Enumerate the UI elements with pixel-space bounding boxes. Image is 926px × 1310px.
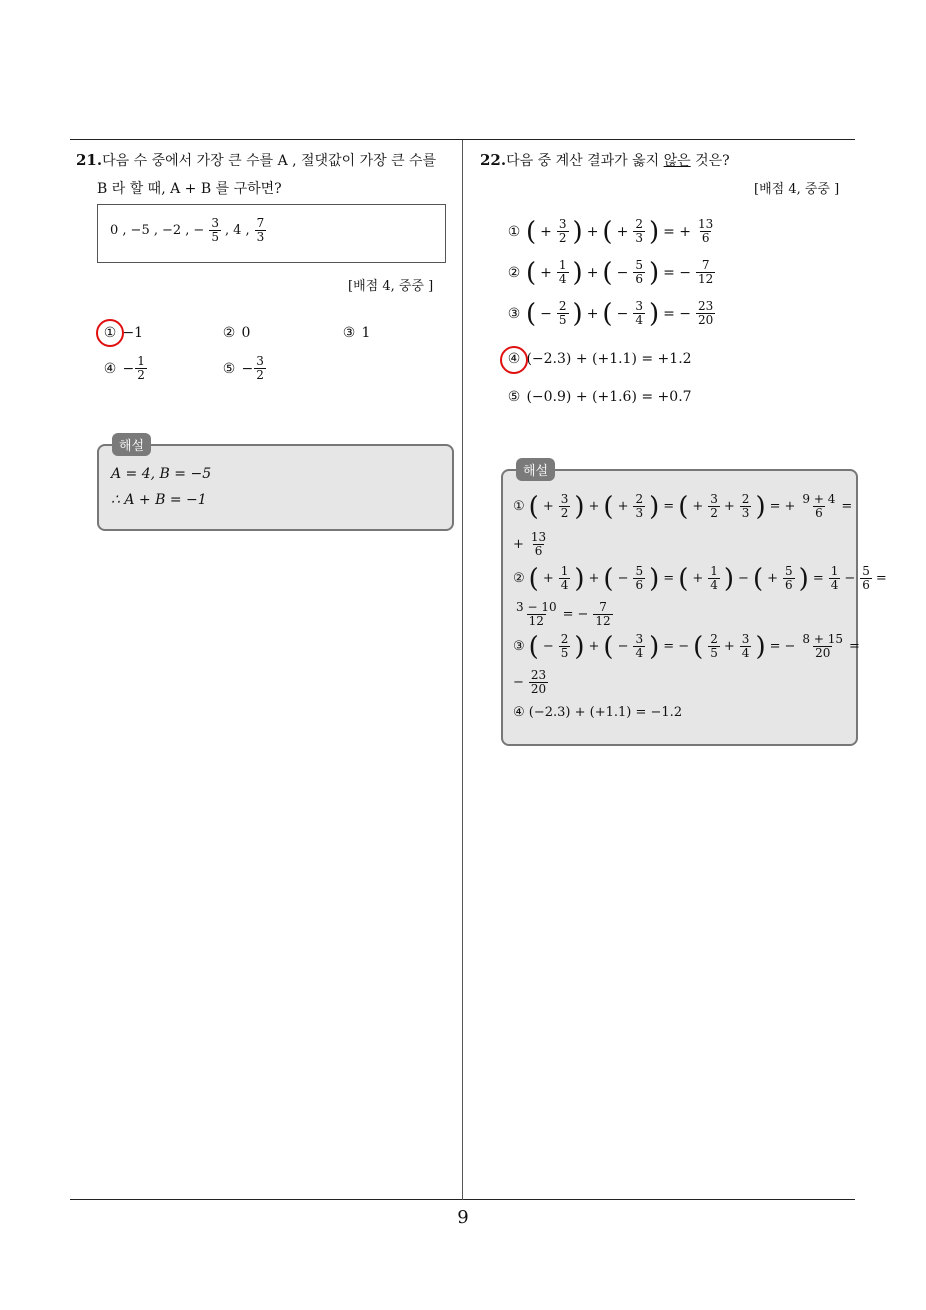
number-set-box: [97, 204, 446, 263]
choice-4[interactable]: ④ − $\frac{1}{2}$: [103, 354, 145, 382]
solution-step-4: ④ (−2.3) + (+1.1) = −1.2: [513, 705, 683, 720]
choice-4[interactable]: ④ (−2.3) + (+1.1) = +1.2: [507, 351, 692, 367]
choice-2[interactable]: ② 0: [222, 325, 251, 341]
solution-step-3: ③ ( − $\frac{2}{5}$ ) + ( − $\frac{3}{4}$ ) = − ( $\frac{2}{5}$ + $\frac{3}{4}$ ) = − $\frac{8 + 15}{20}$ =: [513, 631, 860, 662]
choice-5[interactable]: ⑤ − $\frac{3}{2}$: [222, 354, 264, 382]
number: 4 ,: [233, 223, 250, 238]
answer-mark: [500, 346, 528, 374]
question-number: 22.: [480, 151, 507, 169]
question-text-line2: B 라 할 때, A + B 를 구하면?: [97, 181, 282, 197]
answer-mark: [96, 319, 124, 347]
column-divider: [462, 140, 463, 1200]
question-21: [76, 150, 436, 170]
solution-tag: 해설: [516, 458, 555, 481]
number: 0 ,: [110, 223, 127, 238]
number: −5 ,: [130, 223, 158, 238]
page-number: 9: [457, 1207, 469, 1228]
solution-box: [501, 469, 887, 746]
number: −2 ,: [161, 223, 190, 238]
solution-step-3-result: − $\frac{23}{20}$: [513, 668, 547, 696]
solution-step-1-result: + $\frac{13}{6}$: [513, 530, 547, 558]
solution-box: [97, 444, 454, 531]
choice-3[interactable]: ③ ( − $\frac{2}{5}$ ) + ( − $\frac{3}{4}$ ) = − $\frac{23}{20}$: [507, 298, 714, 329]
question-22: 22.다음 중 계산 결과가 옳지 않은 것은?: [480, 151, 730, 169]
fraction: $\frac{3}{5}$: [211, 216, 219, 244]
fraction: $\frac{7}{3}$: [256, 216, 265, 244]
question-text-line1: 다음 수 중에서 가장 큰 수를 A , 절댓값이 가장 큰 수를: [102, 153, 437, 169]
points-label: [배점 4, 중중 ]: [348, 279, 434, 294]
choice-1[interactable]: ① ( + $\frac{3}{2}$ ) + ( + $\frac{2}{3}$ ) = + $\frac{13}{6}$: [507, 216, 714, 247]
question-number: 21.: [76, 151, 103, 169]
points-label: [배점 4, 중중 ]: [754, 182, 840, 197]
number-sign: −: [193, 223, 205, 238]
solution-step-1: ① ( + $\frac{3}{2}$ ) + ( + $\frac{2}{3}$ ) = ( + $\frac{3}{2}$ + $\frac{2}{3}$ ) = + $\frac{9 + 4}{6}$ =: [513, 491, 853, 522]
solution-line2: ∴ A + B = −1: [111, 492, 207, 508]
solution-step-2: ② ( + $\frac{1}{4}$ ) + ( − $\frac{5}{6}$ ) = ( + $\frac{1}{4}$ ) − ( + $\frac{5}{6}$ ) = $\frac{1}{4}$ − $\frac{5}{6}$ =: [513, 563, 887, 594]
solution-tag: 해설: [112, 433, 151, 456]
number-set: [110, 217, 270, 244]
comma: ,: [224, 223, 230, 238]
choice-1[interactable]: ① −1: [103, 325, 144, 341]
choice-3[interactable]: ③ 1: [342, 325, 371, 341]
underlined-word: 않은: [663, 153, 691, 169]
solution-step-2-result: $\frac{3 - 10}{12}$ = − $\frac{7}{12}$: [516, 600, 611, 628]
choice-5[interactable]: ⑤ (−0.9) + (+1.6) = +0.7: [507, 389, 692, 405]
solution-line1: A = 4, B = −5: [111, 466, 212, 482]
choice-2[interactable]: ② ( + $\frac{1}{4}$ ) + ( − $\frac{5}{6}$ ) = − $\frac{7}{12}$: [507, 257, 714, 288]
